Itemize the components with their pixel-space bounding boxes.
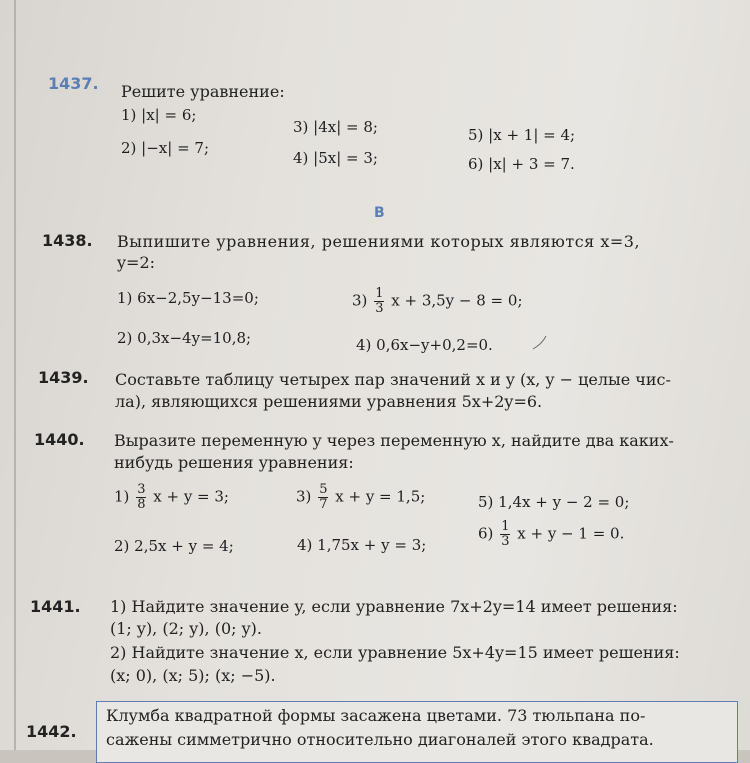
problem-1437-number: 1437.	[48, 74, 99, 93]
fraction-denominator: 3	[501, 534, 510, 549]
problem-1438-item-1: 1) 6x−2,5y−13=0;	[117, 289, 259, 307]
problem-1442-line1: Клумба квадратной формы засажена цветами. 73 тюльпана по-	[106, 706, 646, 725]
problem-1437-heading: Решите уравнение:	[121, 82, 285, 101]
fraction-numerator: 5	[319, 482, 328, 497]
fraction-five-sevenths	[318, 483, 328, 512]
problem-1440-item-6	[478, 520, 624, 549]
problem-1437-item-4: 4) |5x| = 3;	[293, 149, 378, 167]
problem-1439-number: 1439.	[38, 368, 89, 387]
fraction-one-third	[374, 287, 384, 316]
problem-1441-line2: (1; y), (2; y), (0; y).	[110, 619, 262, 638]
problem-1440-line2: нибудь решения уравнения:	[114, 453, 354, 472]
problem-1442-number: 1442.	[26, 722, 77, 741]
fraction-three-eighths	[136, 483, 146, 512]
problem-1441-number: 1441.	[30, 597, 81, 616]
item-3-rest: x + 3,5y − 8 = 0;	[391, 291, 523, 310]
problem-1437-item-3: 3) |4x| = 8;	[293, 118, 378, 136]
fraction-numerator: 3	[137, 482, 146, 497]
problem-1437-item-5: 5) |x + 1| = 4;	[468, 126, 576, 144]
item-3-prefix: 3)	[296, 487, 312, 506]
problem-1440-item-1	[114, 483, 229, 512]
item-3-rest: x + y = 1,5;	[335, 487, 426, 506]
page-margin-line	[14, 0, 16, 750]
problem-1437-item-2: 2) |−x| = 7;	[121, 139, 210, 157]
problem-1441-line1: 1) Найдите значение y, если уравнение 7x+2y=14 имеет решения:	[110, 597, 678, 616]
pencil-mark	[530, 334, 550, 352]
fraction-denominator: 8	[137, 497, 146, 512]
item-3-prefix: 3)	[352, 291, 368, 310]
problem-1439-line2: ла), являющихся решениями уравнения 5x+2y=6.	[115, 392, 543, 411]
item-1-prefix: 1)	[114, 487, 130, 506]
problem-1438-item-4: 4) 0,6x−y+0,2=0.	[356, 336, 493, 354]
problem-1440-line1: Выразите переменную y через переменную x, найдите два каких-	[114, 431, 674, 450]
fraction-denominator: 3	[375, 301, 384, 316]
fraction-denominator: 7	[319, 497, 328, 512]
problem-1439-line1: Составьте таблицу четырех пар значений x и y (x, y − целые чис-	[115, 370, 671, 389]
problem-1440-item-3	[296, 483, 425, 512]
fraction-numerator: 1	[501, 519, 510, 534]
problem-1440-item-2: 2) 2,5x + y = 4;	[114, 537, 234, 555]
item-6-rest: x + y − 1 = 0.	[517, 524, 625, 543]
problem-1438-heading-line1: Выпишите уравнения, решениями которых являются x=3,	[117, 232, 641, 251]
item-1-rest: x + y = 3;	[153, 487, 229, 506]
problem-1438-item-3	[352, 287, 523, 316]
fraction-numerator: 1	[375, 286, 384, 301]
problem-1438-number: 1438.	[42, 231, 93, 250]
problem-1441-line3: 2) Найдите значение x, если уравнение 5x+4y=15 имеет решения:	[110, 643, 680, 662]
problem-1437-item-6: 6) |x| + 3 = 7.	[468, 155, 575, 173]
fraction-one-third	[500, 520, 510, 549]
problem-1440-item-5: 5) 1,4x + y − 2 = 0;	[478, 493, 630, 511]
problem-1440-number: 1440.	[34, 430, 85, 449]
section-label: В	[374, 205, 385, 221]
problem-1438-item-2: 2) 0,3x−4y=10,8;	[117, 329, 252, 347]
problem-1441-line4: (x; 0), (x; 5); (x; −5).	[110, 666, 276, 685]
item-6-prefix: 6)	[478, 524, 494, 543]
problem-1438-heading-line2: y=2:	[117, 253, 156, 272]
problem-1442-line2: сажены симметрично относительно диагоналей этого квадрата.	[106, 730, 654, 749]
problem-1437-item-1: 1) |x| = 6;	[121, 106, 197, 124]
problem-1440-item-4: 4) 1,75x + y = 3;	[297, 536, 427, 554]
